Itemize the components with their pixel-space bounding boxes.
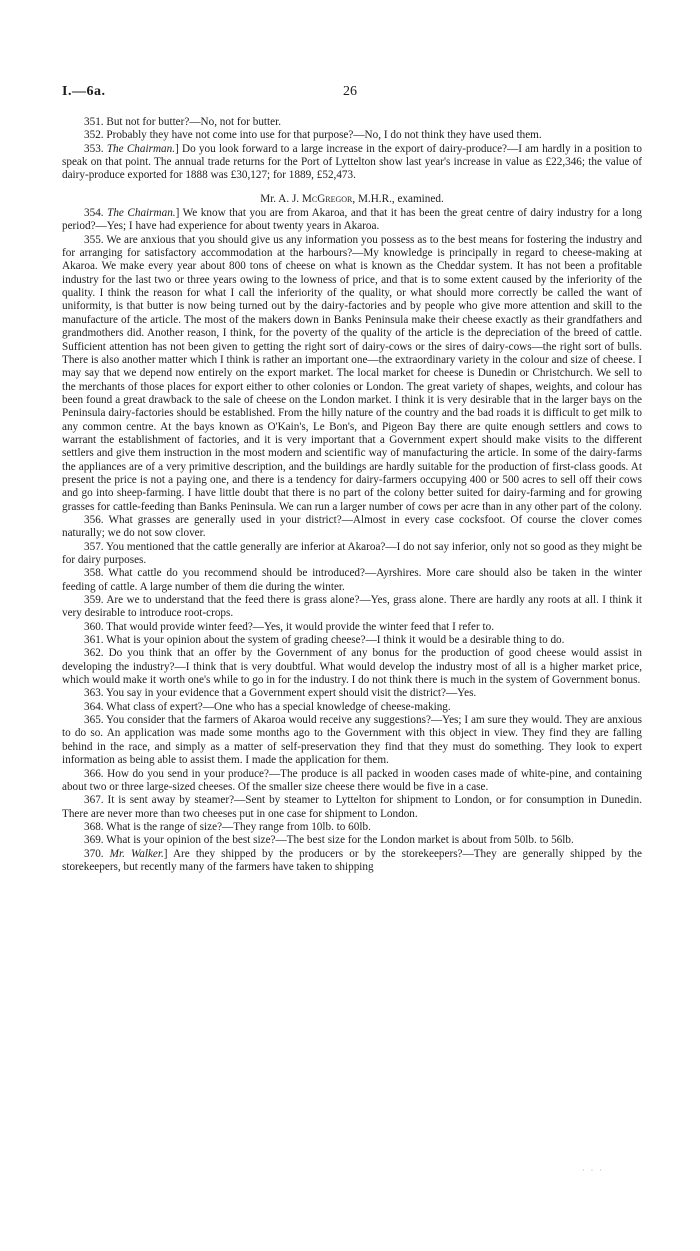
question-number: 370. [84, 847, 110, 860]
paragraph-360: 360. That would provide winter feed?—Yes, it would provide the winter feed that I refer to. [84, 620, 494, 633]
question-number: 354. [84, 207, 108, 220]
paragraph-351: 351. But not for butter?—No, not for butter. [84, 116, 281, 128]
paragraph-356: 356. What grasses are generally used in your district?—Almost in every case cocksfoot. Of course the clover comes naturally; we do not sow clover. [62, 513, 642, 540]
speaker-name: The Chairman. [106, 142, 176, 155]
witness-suffix: , M.H.R., examined. [352, 192, 444, 205]
page-number: 26 [343, 84, 357, 99]
paragraph-355: 355. We are anxious that you should give us any information you possess as to the best means for fostering the industry and for arranging for satisfactory accommodation at the harbours?—My knowledge is principally in regard to cheese-making at Akaroa. We make every year about 800 tons of cheese on what is known as the Cheddar system. It has not been a profitable industry for the last two or three years owing to the lowness of price, and that is to some extent caused by the inferiority of the quality. I think the reason for what I call the inferiority of the quality, or what should more correctly be called the want of uniformity, is that butter is now being turned out by the dairy-factories and by people who give more attention and skill to the manufacture of the article. The most of the makers down in Banks Peninsula make their cheese exactly as their grandfathers and grandmothers did. Another reason, I think, for the poverty of the quality of the article is the depreciation of the breed of cattle. Sufficient attention has not been given to getting the right sort of dairy-cows or the sires of dairy-cows—the right sort of bulls. There is also another matter which I think is rather an important one—the extraordinary variety in the colour and size of cheese. I may say that we depend now entirely on the export market. The local market for cheese is Dunedin or Christchurch. We sell to the merchants of those places for export either to other colonies or London. The great variety of shapes, weights, and colour has been found a great drawback to the sale of cheese on the London market. I think it is very desirable that in the larger bays on the Peninsula dairy-factories should be established. From the hilly nature of the country and the bad roads it is difficult to get milk to any common centre. At the bays known as O'Kain's, Le Bon's, and Pigeon Bay there are quite enough settlers and cows to warrant the establishment of factories, and it is very important that a Government expert should make visits to the different settlers and give them instruction in the most modern and scientific way of manufacturing the article. In some of the dairy-farms the appliances are of a very primitive description, and the buildings are hardly suitable for the production of first-class goods. At present the price is not a paying one, and there is a tendency for dairy-farmers occupying 400 or 500 acres to sell off their cows and go into sheep-farming. I have little doubt that there is no part of the colony better suited for dairy-farming and for growing grasses for cattle-feeding than Banks Peninsula. We can run a larger number of cows per acre than in any other part of the colony. [62, 233, 642, 513]
evidence-text [62, 116, 642, 874]
page-header [0, 84, 700, 104]
paragraph-367: 367. It is sent away by steamer?—Sent by steamer to Lyttelton for shipment to London, or for consumption in Dunedin. There are never more than two cheeses put in one case for shipment to London. [62, 794, 642, 820]
witness-surname: McGregor [301, 192, 353, 205]
paragraph-364: 364. What class of expert?—One who has a special knowledge of cheese-making. [84, 700, 451, 713]
paragraph-365: 365. You consider that the farmers of Akaroa would receive any suggestions?—Yes; I am sure they would. They are anxious to do so. An application was made some months ago to the Government with this object in view. They find they are falling behind in the race, and simply as a matter of self-preservation they find that they must do something. They look to expert information as being able to assist them. I made the application for them. [62, 714, 642, 767]
paragraph-368: 368. What is the range of size?—They range from 10lb. to 60lb. [84, 820, 371, 833]
witness-prefix: Mr. A. J. [260, 192, 302, 205]
paragraph-359: 359. Are we to understand that the feed there is grass alone?—Yes, grass alone. There are hardly any roots at all. I think it very desirable to introduce root-crops. [62, 594, 642, 620]
paragraph-358: 358. What cattle do you recommend should be introduced?—Ayrshires. More care should also be taken in the winter feeding of cattle. A large number of them die during the winter. [62, 567, 642, 593]
paragraph-366: 366. How do you send in your produce?—The produce is all packed in wooden cases made of white-pine, and containing about two or three large-sized cheeses. Of the smaller size cheese there would be five in a case. [62, 767, 642, 793]
paragraph-text: ] We know that you are from Akaroa, and that it has been the great centre of dairy industry for a long period?—Yes; I have had experience for about twenty years in Akaroa. [62, 207, 643, 233]
paragraph-363: 363. You say in your evidence that a Government expert should visit the district?—Yes. [84, 687, 477, 700]
paragraph-text: ] Are they shipped by the producers or by the storekeepers?—They are generally shipped by the storekeepers, but recently many of the farmers have taken to shipping [62, 847, 642, 873]
question-number: 353. [84, 142, 107, 155]
paragraph-362: 362. Do you think that an offer by the Government of any bonus for the production of good cheese would assist in developing the industry?—I think that is very doubtful. What would develop the industry most of all is a higher market price, which would make it worth one's while to go in for the industry. I do not think there is much in the system of Government bonus. [62, 647, 642, 687]
parliamentary-paper-reference: I.—6a. [62, 84, 106, 99]
paragraph-352: 352. Probably they have not come into use for that purpose?—No, I do not think they have used them. [84, 129, 542, 142]
paragraph-361: 361. What is your opinion about the system of grading cheese?—I think it would be a desirable thing to do. [84, 634, 565, 647]
paragraph-370 [62, 848, 642, 875]
paragraph-354 [62, 207, 642, 234]
paragraph-369: 369. What is your opinion of the best size?—The best size for the London market is about from 50lb. to 56lb. [84, 834, 574, 847]
speaker-name: Mr. Walker. [109, 847, 164, 860]
speaker-name: The Chairman. [107, 207, 176, 220]
witness-heading [62, 193, 642, 206]
paragraph-357: 357. You mentioned that the cattle generally are inferior at Akaroa?—I do not say inferior, only not so good as they might be for dairy purposes. [62, 540, 642, 566]
paragraph-text: ] Do you look forward to a large increase in the export of dairy-produce?—I am hardly in a position to speak on that point. The annual trade returns for the Port of Lyttelton show last year's increase in value as £22,346; the value of dairy-produce exported for 1888 was £30,127; for 1889, £52,473. [62, 142, 643, 182]
paragraph-353 [62, 143, 642, 183]
corner-mark: · · · [582, 1166, 604, 1175]
